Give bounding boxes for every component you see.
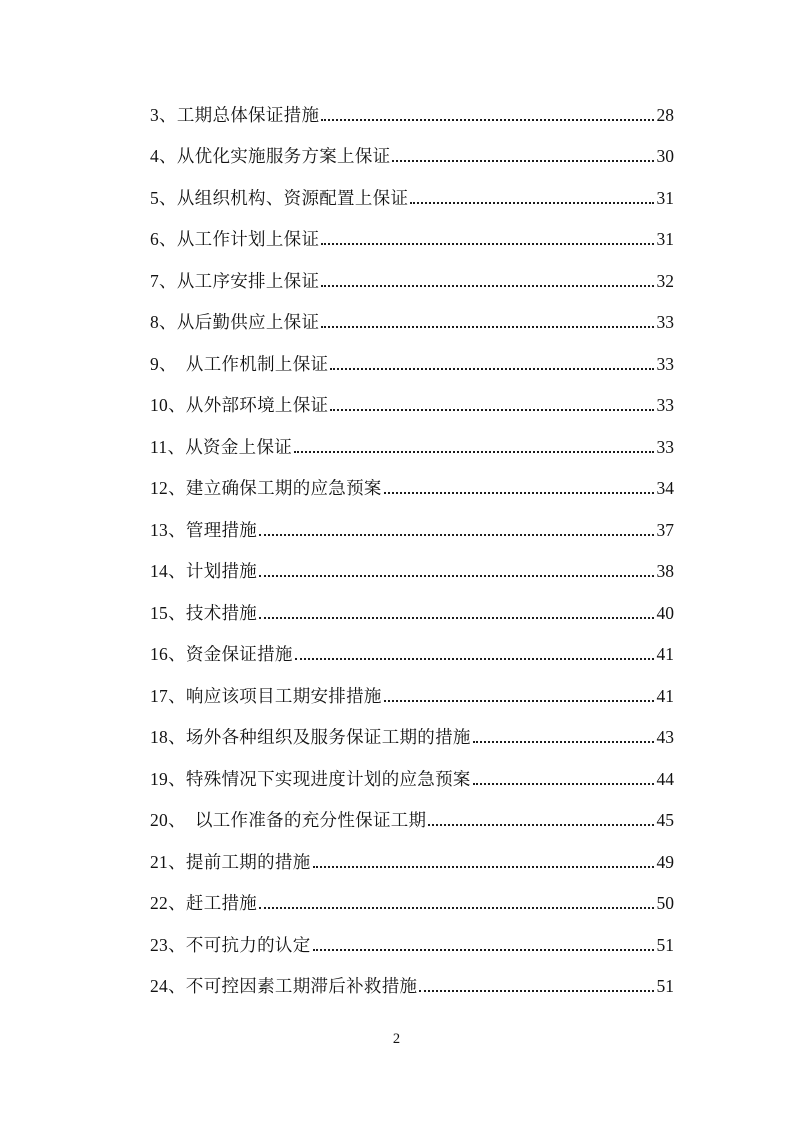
dot-leader — [330, 409, 653, 411]
toc-entry-label: 24、不可控因素工期滞后补救措施 — [150, 976, 418, 997]
toc-entry[interactable] — [150, 541, 674, 583]
toc-entry-label: 5、从组织机构、资源配置上保证 — [150, 187, 409, 208]
toc-entry[interactable] — [150, 790, 674, 832]
toc-entry-page: 45 — [656, 810, 674, 831]
toc-entry-page: 51 — [656, 976, 674, 997]
toc-entry-label: 11、从资金上保证 — [150, 436, 293, 457]
toc-entry-label: 9、 从工作机制上保证 — [150, 353, 329, 374]
dot-leader — [295, 658, 654, 660]
toc-entry-label: 17、响应该项目工期安排措施 — [150, 685, 382, 706]
dot-leader — [321, 326, 653, 328]
toc-entry[interactable] — [150, 624, 674, 666]
toc-entry-page: 50 — [656, 893, 674, 914]
toc-entry-label: 14、计划措施 — [150, 561, 258, 582]
toc-entry[interactable] — [150, 209, 674, 251]
dot-leader — [313, 949, 654, 951]
toc-entry-page: 31 — [656, 187, 674, 208]
dot-leader — [384, 492, 654, 494]
toc-entry[interactable] — [150, 333, 674, 375]
toc-entry-label: 22、赶工措施 — [150, 893, 258, 914]
toc-entry-page: 33 — [656, 395, 674, 416]
toc-entry[interactable] — [150, 126, 674, 168]
toc-entry[interactable] — [150, 707, 674, 749]
toc-entry[interactable] — [150, 665, 674, 707]
toc-entry-page: 49 — [656, 851, 674, 872]
toc-entry-page: 40 — [656, 602, 674, 623]
dot-leader — [321, 119, 653, 121]
toc-entry-page: 28 — [656, 104, 674, 125]
toc-entry[interactable] — [150, 84, 674, 126]
toc-entry[interactable] — [150, 831, 674, 873]
toc-entry-label: 12、建立确保工期的应急预案 — [150, 478, 382, 499]
dot-leader — [473, 783, 654, 785]
toc-entry[interactable] — [150, 416, 674, 458]
toc-entry-page: 38 — [656, 561, 674, 582]
toc-entry[interactable] — [150, 375, 674, 417]
toc-entry-label: 4、从优化实施服务方案上保证 — [150, 146, 391, 167]
dot-leader — [259, 617, 653, 619]
toc-entry[interactable] — [150, 582, 674, 624]
toc-entry-page: 44 — [656, 768, 674, 789]
toc-entry-page: 37 — [656, 519, 674, 540]
toc-entry-page: 32 — [656, 270, 674, 291]
toc-entry[interactable] — [150, 873, 674, 915]
toc-entry-page: 33 — [656, 353, 674, 374]
toc-entry[interactable] — [150, 250, 674, 292]
toc-entry-label: 7、从工序安排上保证 — [150, 270, 320, 291]
toc-entry-label: 23、不可抗力的认定 — [150, 934, 311, 955]
toc-entry-page: 41 — [656, 644, 674, 665]
toc-entry[interactable] — [150, 458, 674, 500]
toc-entry-label: 18、场外各种组织及服务保证工期的措施 — [150, 727, 471, 748]
toc-entry[interactable] — [150, 914, 674, 956]
toc-entry-page: 34 — [656, 478, 674, 499]
dot-leader — [313, 866, 654, 868]
toc-entry-label: 19、特殊情况下实现进度计划的应急预案 — [150, 768, 471, 789]
toc-entry-label: 13、管理措施 — [150, 519, 258, 540]
toc-entry-label: 6、从工作计划上保证 — [150, 229, 320, 250]
dot-leader — [259, 575, 653, 577]
table-of-contents — [150, 84, 674, 997]
toc-entry[interactable] — [150, 499, 674, 541]
dot-leader — [259, 907, 653, 909]
toc-entry-page: 31 — [656, 229, 674, 250]
toc-entry-label: 8、从后勤供应上保证 — [150, 312, 320, 333]
toc-entry-label: 15、技术措施 — [150, 602, 258, 623]
page-number: 2 — [392, 1031, 401, 1047]
dot-leader — [473, 741, 654, 743]
dot-leader — [428, 824, 653, 826]
toc-entry-label: 3、工期总体保证措施 — [150, 104, 320, 125]
toc-entry[interactable] — [150, 748, 674, 790]
dot-leader — [321, 243, 653, 245]
toc-entry-label: 21、提前工期的措施 — [150, 851, 311, 872]
toc-entry[interactable] — [150, 292, 674, 334]
toc-entry-page: 30 — [656, 146, 674, 167]
toc-entry-page: 33 — [656, 436, 674, 457]
dot-leader — [259, 534, 653, 536]
toc-entry-page: 51 — [656, 934, 674, 955]
dot-leader — [321, 285, 653, 287]
toc-entry[interactable] — [150, 956, 674, 998]
dot-leader — [330, 368, 653, 370]
dot-leader — [384, 700, 654, 702]
toc-entry-page: 33 — [656, 312, 674, 333]
toc-entry-label: 16、资金保证措施 — [150, 644, 293, 665]
toc-entry[interactable] — [150, 167, 674, 209]
toc-entry-label: 10、从外部环境上保证 — [150, 395, 329, 416]
dot-leader — [410, 202, 653, 204]
dot-leader — [419, 990, 653, 992]
dot-leader — [294, 451, 653, 453]
toc-entry-label: 20、 以工作准备的充分性保证工期 — [150, 810, 427, 831]
toc-entry-page: 41 — [656, 685, 674, 706]
toc-entry-page: 43 — [656, 727, 674, 748]
dot-leader — [392, 160, 653, 162]
